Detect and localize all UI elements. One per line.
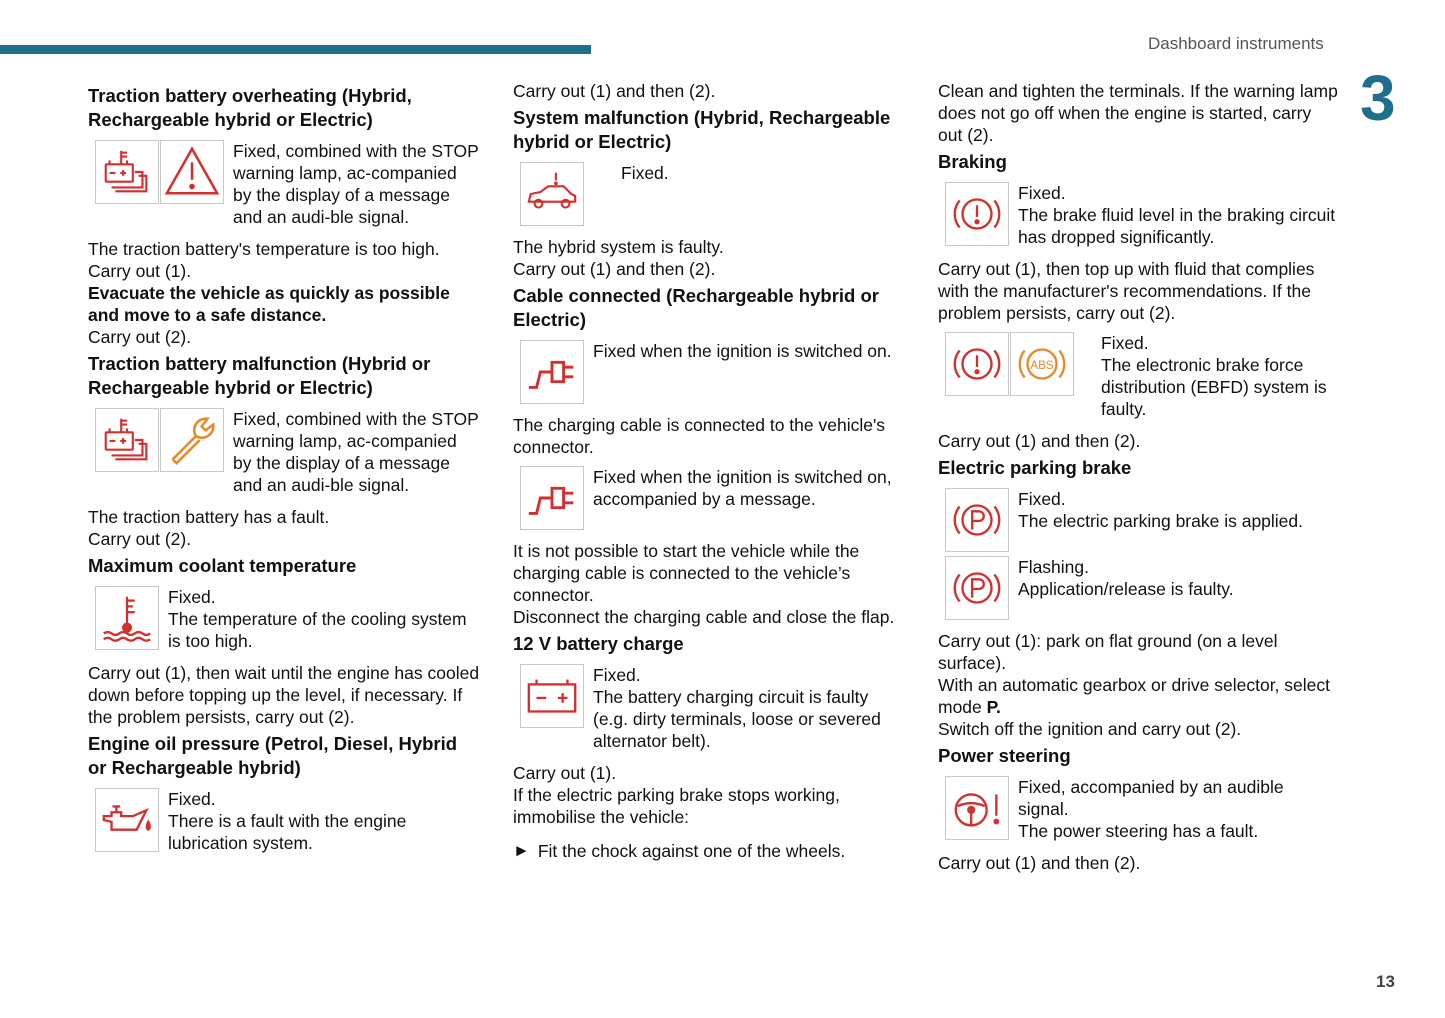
column-1: [88, 80, 480, 864]
malfunction-text-1: The traction battery has a fault.: [88, 507, 330, 527]
cable-description-1: Fixed when the ignition is switched on.: [593, 341, 892, 361]
epb-desc-3: Flashing.: [1018, 557, 1090, 577]
oil-pressure-icon: [95, 788, 159, 852]
overheat-description: Fixed, combined with the STOP warning lamp, ac-companied by the display of a message and an audi-ble signal.: [233, 141, 479, 227]
coolant-desc-1: Fixed.: [168, 587, 216, 607]
overheat-text-1: The traction battery's temperature is too high.: [88, 239, 440, 259]
epb-text-2a: With an automatic gearbox or drive selector, select mode: [938, 675, 1330, 717]
warning-row-overheat: [88, 140, 480, 228]
battery-fault-icon: [95, 408, 159, 472]
page-number: 13: [1376, 972, 1395, 991]
warning-row-braking: [938, 182, 1338, 248]
heading-power-steering: Power steering: [938, 745, 1071, 766]
heading-braking: Braking: [938, 151, 1007, 172]
system-text-2: Carry out (1) and then (2).: [513, 259, 716, 279]
battery-charge-icon: [520, 664, 584, 728]
cable-description-2: Fixed when the ignition is switched on, accompanied by a message.: [593, 467, 892, 509]
steering-desc-2: The power steering has a fault.: [1018, 821, 1259, 841]
overheat-text-3: Carry out (2).: [88, 327, 192, 347]
warning-row-steering: [938, 776, 1338, 842]
overheat-evacuate: Evacuate the vehicle as quickly as possible and move to a safe distance.: [88, 283, 450, 325]
ebfd-desc-1: Fixed.: [1101, 333, 1149, 353]
column-3: [938, 80, 1338, 874]
parking-brake-icon: [945, 488, 1009, 552]
power-steering-icon: [945, 776, 1009, 840]
heading-cable-connected: Cable connected (Rechargeable hybrid or Electric): [513, 285, 879, 330]
coolant-temperature-icon: [95, 586, 159, 650]
section-title: Dashboard instruments: [1148, 34, 1324, 53]
battery-desc-1: Fixed.: [593, 665, 641, 685]
ebfd-desc-2: The electronic brake force distribution (EBFD) system is faulty.: [1101, 355, 1327, 419]
chapter-number: 3: [1360, 62, 1396, 134]
brake-warning-icon: [945, 182, 1009, 246]
bullet-text: Fit the chock against one of the wheels.: [537, 841, 846, 861]
cable-text-1: The charging cable is connected to the vehicle's connector.: [513, 415, 886, 457]
ebfd-text-1: Carry out (1) and then (2).: [938, 431, 1141, 451]
epb-mode-p: P.: [986, 697, 1001, 717]
system-text-1: The hybrid system is faulty.: [513, 237, 724, 257]
epb-desc-4: Application/release is faulty.: [1018, 579, 1234, 599]
warning-row-cable-2: [513, 466, 908, 530]
malfunction-text-2: Carry out (2).: [88, 529, 192, 549]
header-accent-bar: [0, 45, 591, 54]
heading-battery-charge: 12 V battery charge: [513, 633, 684, 654]
heading-coolant: Maximum coolant temperature: [88, 555, 357, 576]
steering-text-1: Carry out (1) and then (2).: [938, 853, 1141, 873]
heading-electric-parking-brake: Electric parking brake: [938, 457, 1132, 478]
warning-row-epb-faulty: [938, 556, 1338, 620]
bullet-marker: ►: [513, 841, 530, 860]
warning-triangle-icon: [160, 140, 224, 204]
oil-desc-1: Fixed.: [168, 789, 216, 809]
brake-warning-icon: [945, 332, 1009, 396]
warning-row-oil: [88, 788, 480, 854]
heading-oil-pressure: Engine oil pressure (Petrol, Diesel, Hybrid or Rechargeable hybrid): [88, 733, 458, 778]
warning-row-ebfd: [938, 332, 1338, 420]
steering-desc-1: Fixed, accompanied by an audible signal.: [1018, 777, 1284, 819]
heading-system-malfunction: System malfunction (Hybrid, Rechargeable hybrid or Electric): [513, 107, 891, 152]
warning-row-battery: [513, 664, 908, 752]
col2-carry-out: Carry out (1) and then (2).: [513, 81, 716, 101]
charging-cable-icon: [520, 340, 584, 404]
heading-traction-malfunction: Traction battery malfunction (Hybrid or Rechargeable hybrid or Electric): [88, 353, 431, 398]
warning-row-epb-applied: [938, 488, 1338, 552]
warning-row-coolant: [88, 586, 480, 652]
battery-text-2: If the electric parking brake stops working, immobilise the vehicle:: [513, 785, 840, 827]
oil-desc-2: There is a fault with the engine lubrication system.: [168, 811, 407, 853]
battery-text-1: Carry out (1).: [513, 763, 617, 783]
epb-desc-1: Fixed.: [1018, 489, 1066, 509]
warning-row-cable-1: [513, 340, 908, 404]
column-2: [513, 80, 908, 862]
braking-text-1: Carry out (1), then top up with fluid that complies with the manufacturer's recommendations. If the problem persists, carry out (2).: [938, 259, 1315, 323]
overheat-text-2: Carry out (1).: [88, 261, 192, 281]
col3-terminals-text: Clean and tighten the terminals. If the warning lamp does not go off when the engine is started, carry out (2).: [938, 81, 1338, 145]
battery-temperature-icon: [95, 140, 159, 204]
epb-text-1: Carry out (1): park on flat ground (on a level surface).: [938, 631, 1278, 673]
battery-desc-2: The battery charging circuit is faulty (e.g. dirty terminals, loose or severed alternator belt).: [593, 687, 881, 751]
warning-row-system: [513, 162, 908, 226]
charging-cable-icon: [520, 466, 584, 530]
abs-icon: [1010, 332, 1074, 396]
epb-desc-2: The electric parking brake is applied.: [1018, 511, 1304, 531]
cable-text-3: Disconnect the charging cable and close the flap.: [513, 607, 895, 627]
system-description: Fixed.: [621, 163, 669, 183]
braking-desc-2: The brake fluid level in the braking circuit has dropped significantly.: [1018, 205, 1336, 247]
abs-label: ABS: [1030, 358, 1054, 372]
braking-desc-1: Fixed.: [1018, 183, 1066, 203]
malfunction-description: Fixed, combined with the STOP warning lamp, ac-companied by the display of a message and an audi-ble signal.: [233, 409, 479, 495]
coolant-text-1: Carry out (1), then wait until the engine has cooled down before topping up the level, if necessary. If the problem persists, carry out (2).: [88, 663, 480, 727]
coolant-desc-2: The temperature of the cooling system is too high.: [168, 609, 467, 651]
epb-text-2: [938, 674, 1338, 718]
cable-text-2: It is not possible to start the vehicle while the charging cable is connected to the vehicle’s connector.: [513, 541, 860, 605]
epb-text-3: Switch off the ignition and carry out (2).: [938, 719, 1242, 739]
heading-traction-overheat: Traction battery overheating (Hybrid, Rechargeable hybrid or Electric): [88, 85, 412, 130]
wrench-icon: [160, 408, 224, 472]
bullet-item: [513, 840, 908, 862]
warning-row-malfunction: [88, 408, 480, 496]
car-fault-icon: [520, 162, 584, 226]
parking-brake-icon: [945, 556, 1009, 620]
